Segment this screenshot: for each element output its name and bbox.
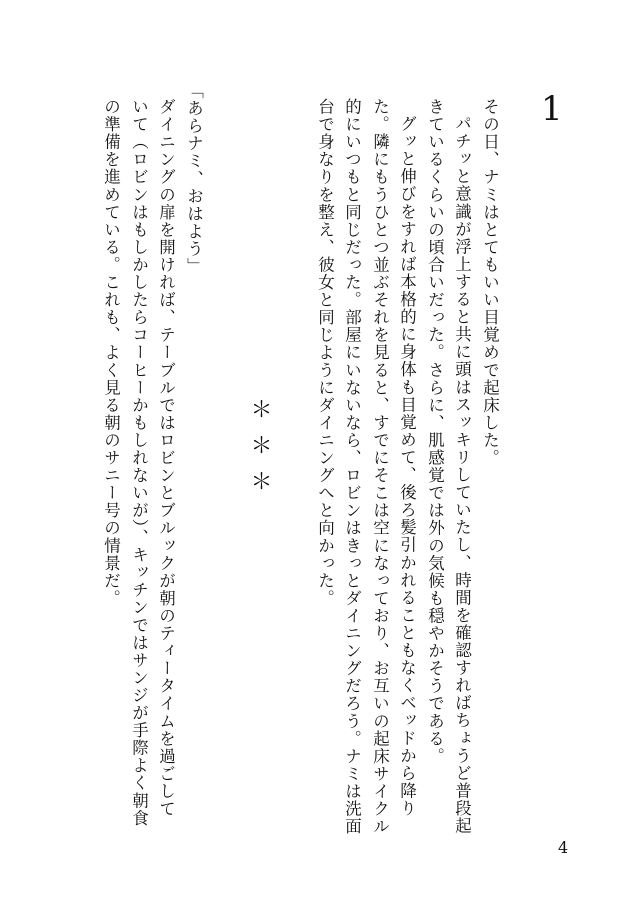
text-line: 「あらナミ、おはよう」 bbox=[184, 82, 204, 276]
chapter-number: 1 bbox=[541, 89, 563, 129]
text-line: いて（ロビンはもしかしたらコーヒーかもしれないが）、キッチンではサンジが手際よく朝食 bbox=[129, 98, 149, 827]
text-line: パチッと意識が浮上すると共に頭はスッキリしていたし、時間を確認すればちょうど普段起 bbox=[452, 115, 472, 835]
scene-break: ＊＊＊ bbox=[247, 398, 272, 506]
text-line: グッと伸びをすれば本格的に身体も目覚めて、後ろ髪引かれることもなくベッドから降り bbox=[397, 115, 417, 817]
text-line: た。隣にもうひとつ並ぶそれを見ると、すでにそこは空になっており、お互いの起床サイクル bbox=[370, 98, 390, 836]
text-line: きているくらいの頃合いだった。さらに、肌感覚では外の気候も穏やかそうである。 bbox=[425, 98, 445, 765]
text-line: の準備を進めている。これも、よく見る朝のサニー号の情景だ。 bbox=[101, 98, 121, 607]
text-line: その日、ナミはとてもいい目覚めで起床した。 bbox=[480, 98, 500, 467]
text-line: ダイニングの扉を開ければ、テーブルではロビンとブルックが朝のティータイムを過ごして bbox=[156, 98, 176, 818]
page-number: 4 bbox=[558, 838, 569, 857]
text-line: 的にいつもと同じだった。部屋にいないなら、ロビンはきっとダイニングだろう。ナミは洗面 bbox=[342, 98, 362, 836]
text-line: 台で身なりを整え、彼女と同じようにダイニングへと向かった。 bbox=[315, 98, 335, 607]
